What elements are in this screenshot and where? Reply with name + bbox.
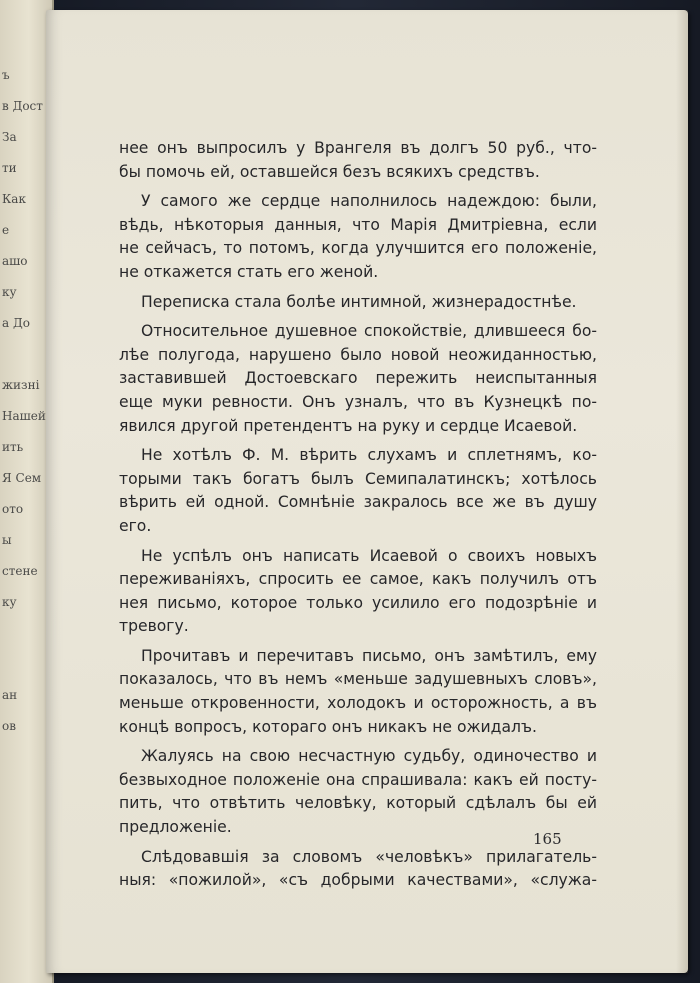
left-page-fragment [2,339,48,370]
paragraph [119,190,597,284]
text-line: предложеніе. [119,818,232,837]
text-line: явился другой претендентъ на руку и сердце Исаевой. [119,416,578,435]
left-page-fragment: ку [2,595,17,609]
left-page-fragment: ов [2,719,16,733]
book-page [46,10,688,973]
left-page-fragment: ъ [2,68,10,82]
text-line: безвыходное положеніе она спрашивала: какъ ей посту- [119,770,597,789]
text-line: вѣрить ей одной. Сомнѣніе закралось все же въ душу [119,493,597,512]
text-line: ныя: «пожилой», «съ добрыми качествами», «служа- [119,871,597,890]
left-page-fragment: За [2,130,17,144]
left-page-fragment: жизні [2,378,40,392]
paragraph [119,444,597,538]
left-page-fragment: Я Сем [2,471,42,485]
left-page-fragment [2,618,48,649]
left-page-fragment: ото [2,502,24,516]
paragraph [119,320,597,438]
left-page-fragment: ти [2,161,17,175]
text-line: пить, что отвѣтить человѣку, который сдѣлалъ бы ей [119,794,597,813]
text-line: бы помочь ей, оставшейся безъ всякихъ средствъ. [119,162,540,181]
left-page-text-fragments [2,60,48,742]
text-line: Прочитавъ и перечитавъ письмо, онъ замѣтилъ, ему [141,646,597,665]
text-line: вѣдь, нѣкоторыя данныя, что Марія Дмитріевна, если [119,215,597,234]
paragraph [119,291,597,315]
text-line: нее онъ выпросилъ у Врангеля въ долгъ 50 руб., что- [119,139,597,157]
page-number: 165 [533,830,562,848]
text-line: его. [119,516,152,535]
text-line: Относительное душевное спокойствіе, длившееся бо- [141,322,597,341]
left-page-fragment: Как [2,192,26,206]
text-line: показалось, что въ немъ «меньше задушевныхъ словъ», [119,670,597,689]
text-line: еще муки ревности. Онъ узналъ, что въ Кузнецкѣ по- [119,392,597,411]
paragraph [119,137,597,184]
left-page-fragment: ить [2,440,24,454]
left-page-fragment: ан [2,688,18,702]
left-page-fragment: ы [2,533,12,547]
text-line: тревогу. [119,617,189,636]
left-page-fragment: Нашей [2,409,46,423]
left-page-fragment [2,649,48,680]
paragraph [119,545,597,639]
paragraph [119,846,597,893]
text-line: Не успѣлъ онъ написать Исаевой о своихъ новыхъ [141,546,597,565]
text-line: Жалуясь на свою несчастную судьбу, одиночество и [141,747,597,766]
text-line: У самого же сердце наполнилось надеждою: были, [141,192,597,211]
text-line: не откажется стать его женой. [119,262,379,281]
left-page-fragment: е [2,223,10,237]
text-line: лѣе полугода, нарушено было новой неожиданностью, [119,345,597,364]
text-line: меньше откровенности, холодокъ и осторожность, а въ [119,694,597,713]
paragraph [119,645,597,739]
text-line: переживаніяхъ, спросить ее самое, какъ получилъ отъ [119,570,597,589]
left-page-fragment: ку [2,285,17,299]
left-page-fragment: стене [2,564,38,578]
text-line: Слѣдовавшія за словомъ «человѣкъ» прилагатель- [141,847,597,866]
left-page-fragment: в Дост [2,99,43,113]
page-edge-shadow [676,10,688,973]
left-page-fragment: а До [2,316,30,330]
text-line: торыми такъ богатъ былъ Семипалатинскъ; хотѣлось [119,469,597,488]
text-line: заставившей Достоевскаго пережить неиспытанныя [119,369,597,388]
text-line: Переписка стала болѣе интимной, жизнерадостнѣе. [141,292,577,311]
text-line: концѣ вопросъ, котораго онъ никакъ не ожидалъ. [119,717,537,736]
text-line: Не хотѣлъ Ф. М. вѣрить слухамъ и сплетнямъ, ко- [141,446,597,465]
paragraph [119,745,597,839]
text-line: нея письмо, которое только усилило его подозрѣніе и [119,593,597,612]
left-page-fragment: ашо [2,254,28,268]
page-body-text [119,137,597,899]
text-line: не сейчасъ, то потомъ, когда улучшится его положеніе, [119,239,597,258]
